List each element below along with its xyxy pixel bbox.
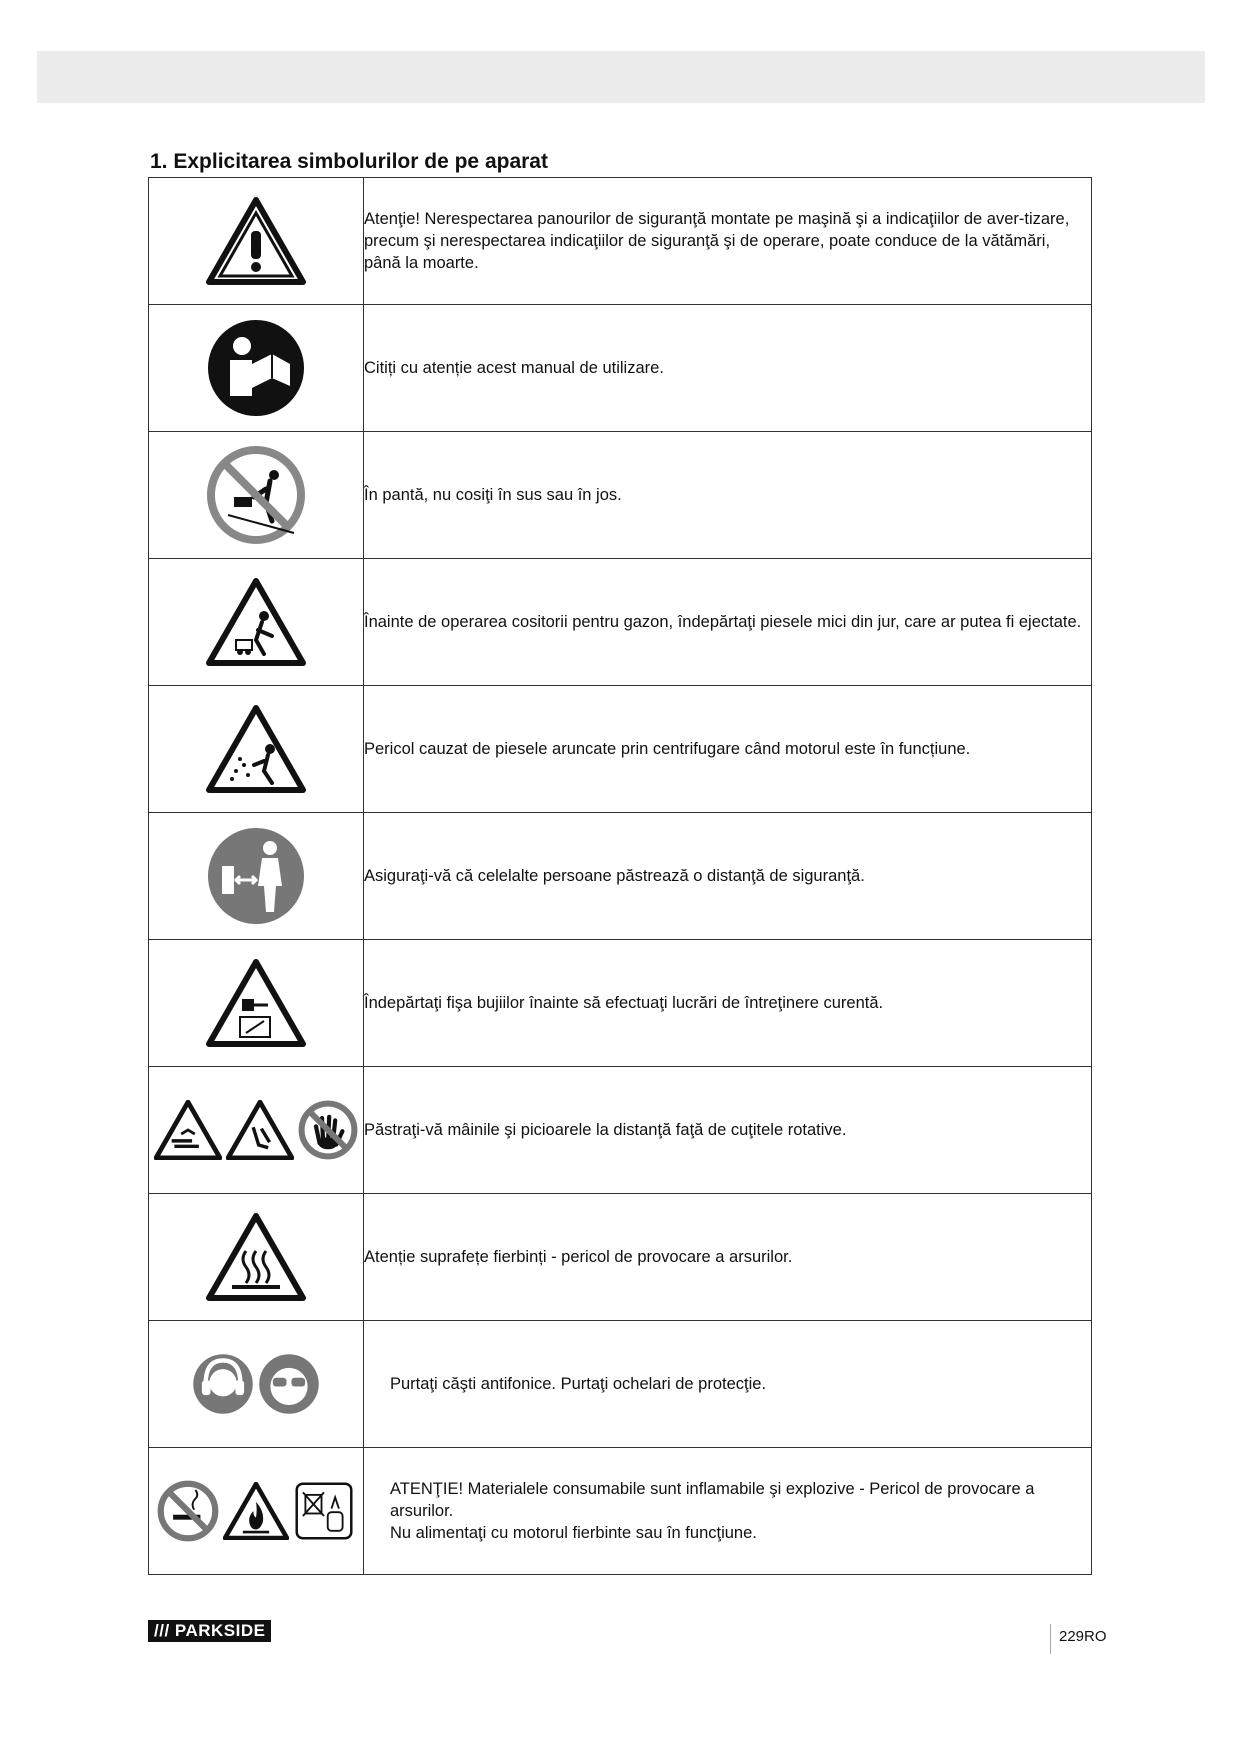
table-row [149, 813, 1092, 940]
symbol-cell [149, 813, 364, 940]
table-row [149, 686, 1092, 813]
hot-surface-warning-icon [206, 1213, 306, 1301]
symbol-description: Purtaţi căşti antifonice. Purtaţi ochelari de protecţie. [364, 1321, 1092, 1448]
table-row [149, 1194, 1092, 1321]
table-row [149, 1448, 1092, 1575]
symbol-description: Atenție suprafețe fierbinți - pericol de provocare a arsurilor. [364, 1194, 1092, 1321]
no-slope-mowing-icon [206, 445, 306, 545]
symbol-description: Citiți cu atenție acest manual de utilizare. [364, 305, 1092, 432]
table-row [149, 305, 1092, 432]
table-row [149, 178, 1092, 305]
eye-protection-icon [258, 1353, 320, 1415]
flammable-warning-icon [223, 1482, 289, 1540]
table-row [149, 432, 1092, 559]
thrown-objects-warning-icon [206, 705, 306, 793]
symbol-description: Atenţie! Nerespectarea panourilor de siguranţă montate pe maşină şi a indicaţiilor de aver-tizare, precum şi nerespectarea indicaţiilor de siguranţă şi de operare, poate conduce de la vătămări, până la moarte. [364, 178, 1092, 305]
symbol-description: Înainte de operarea cositorii pentru gazon, îndepărtaţi piesele mici din jur, care ar putea fi ejectate. [364, 559, 1092, 686]
page-title: 1. Explicitarea simbolurilor de pe aparat [150, 150, 548, 173]
table-row [149, 559, 1092, 686]
symbol-description: Îndepărtaţi fişa bujiilor înainte să efectuaţi lucrări de întreţinere curentă. [364, 940, 1092, 1067]
table-row [149, 1321, 1092, 1448]
read-manual-icon [206, 318, 306, 418]
symbol-description: Păstraţi-vă mâinile şi picioarele la distanţă faţă de cuţitele rotative. [364, 1067, 1092, 1194]
spark-plug-warning-icon [206, 959, 306, 1047]
symbol-cell [149, 305, 364, 432]
no-hands-icon [298, 1100, 358, 1160]
hand-blade-warning-icon [154, 1100, 222, 1160]
symbol-description: În pantă, nu cosiţi în sus sau în jos. [364, 432, 1092, 559]
symbol-cell [149, 1194, 364, 1321]
remove-debris-warning-icon [206, 578, 306, 666]
header-bar [37, 51, 1205, 103]
table-row [149, 940, 1092, 1067]
symbol-description: Pericol cauzat de piesele aruncate prin centrifugare când motorul este în funcțiune. [364, 686, 1092, 813]
ear-protection-icon [192, 1353, 254, 1415]
symbol-description: ATENŢIE! Materialele consumabile sunt inflamabile şi explozive - Pericol de provocare a arsurilor. Nu alimentaţi cu motorul fierbinte sau în funcţiune. [364, 1448, 1092, 1575]
brand-logo: /// PARKSIDE [148, 1620, 271, 1642]
no-smoking-icon [157, 1480, 219, 1542]
warning-exclamation-icon [206, 197, 306, 285]
table-row [149, 1067, 1092, 1194]
symbols-table [148, 177, 1092, 1575]
symbol-cell [149, 940, 364, 1067]
page-number: 229RO [1050, 1624, 1107, 1654]
no-refuel-hot-engine-icon [293, 1480, 355, 1542]
foot-blade-warning-icon [226, 1100, 294, 1160]
symbol-cell [149, 1321, 364, 1448]
symbol-cell [149, 1067, 364, 1194]
symbol-description: Asiguraţi-vă că celelalte persoane păstrează o distanţă de siguranţă. [364, 813, 1092, 940]
symbol-cell [149, 178, 364, 305]
symbol-cell [149, 1448, 364, 1575]
symbol-cell [149, 686, 364, 813]
symbol-cell [149, 559, 364, 686]
safe-distance-icon [206, 826, 306, 926]
symbol-cell [149, 432, 364, 559]
